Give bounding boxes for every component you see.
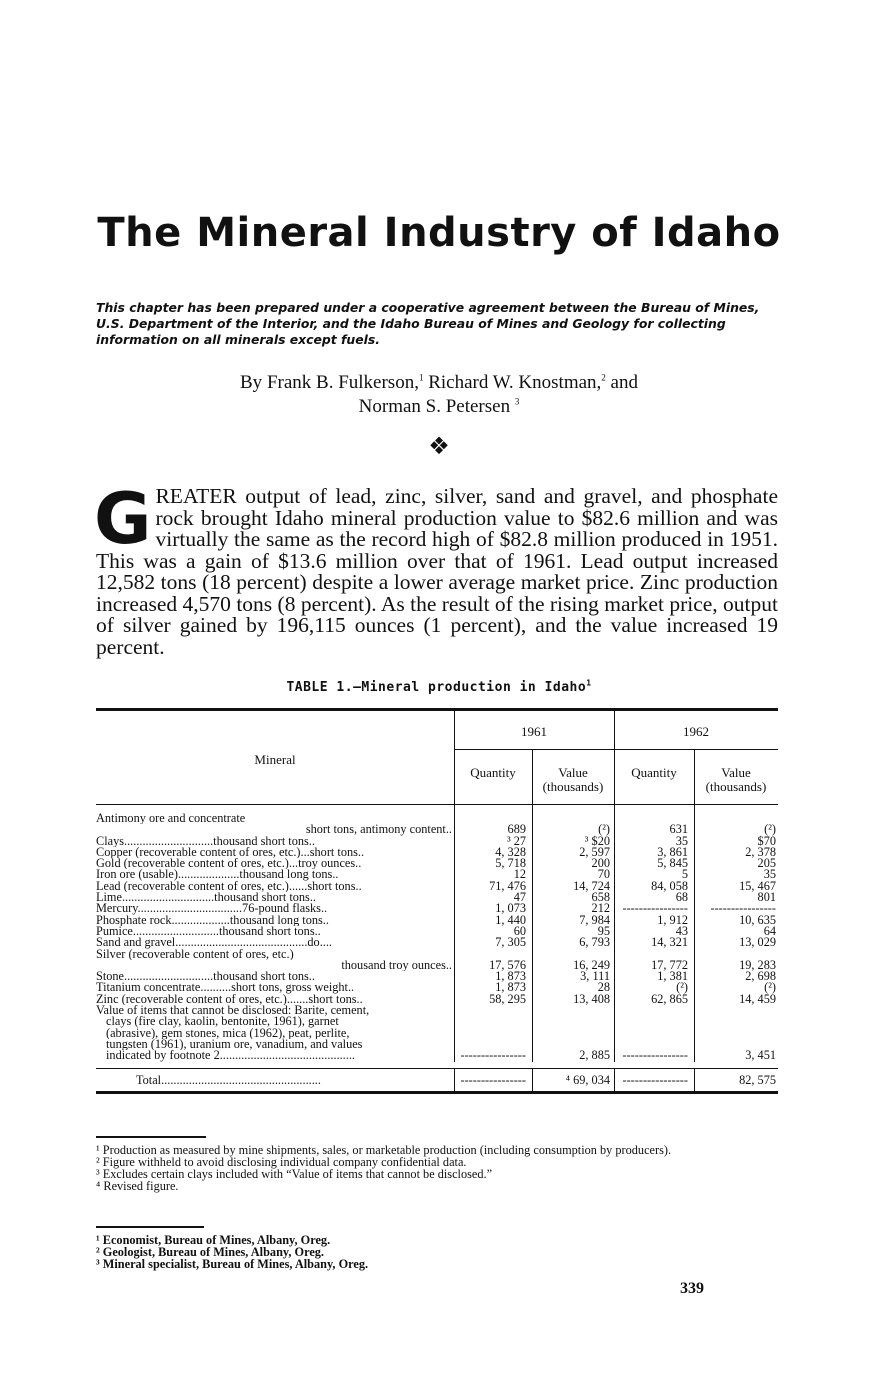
cell-q62: 43: [675, 923, 688, 938]
cell-q61: 689: [507, 822, 526, 837]
intro-note: This chapter has been prepared under a cooperative agreement between the Bureau of Mines, U.S. Department of the Interior, and the Idaho Bureau of Mines and Geology for collecting information on all minerals except fuels.: [96, 300, 760, 347]
col-mineral: Mineral: [254, 752, 296, 767]
cell-q62: 17, 772: [651, 957, 688, 972]
row-label: indicated by footnote 2............................................: [106, 1050, 355, 1062]
mineral-production-table: [96, 708, 778, 1094]
cell-v61: ³ $20: [584, 833, 610, 848]
cell-v61: (²): [598, 822, 610, 837]
lead-text: REATER output of lead, zinc, silver, sand and gravel, and phosphate rock brought Idaho mineral production value to $82.6 million and was virtually the same as the record high of $82.8 million produced in 1951. This was a gain of $13.6 million over that of 1961. Lead output increased 12,582 tons (18 percent) despite a lower average market price. Zinc production increased 4,570 tons (8 percent). As the result of the rising market price, output of silver gained by 196,115 ounces (1 percent), and the value increased 19 percent.: [96, 484, 778, 659]
cell-v62: 10, 635: [739, 912, 776, 927]
cell-q62: 3, 861: [657, 844, 688, 859]
cell-v62: 3, 451: [745, 1048, 776, 1063]
cell-q61: 1, 873: [495, 969, 526, 984]
author-2: Richard W. Knostman,: [428, 372, 602, 393]
table-footnote: ² Figure withheld to avoid disclosing individual company confidential data.: [96, 1155, 467, 1169]
cell-v62: 205: [757, 856, 776, 871]
table-header: [96, 708, 778, 805]
lead-paragraph: [94, 478, 778, 659]
cell-q61: 5, 718: [495, 856, 526, 871]
authors-line-2: [0, 396, 878, 418]
col-quantity-1961: Quantity: [470, 765, 516, 780]
row-label: Sand and gravel...........................................do....: [96, 937, 333, 949]
cell-v62: $70: [757, 833, 776, 848]
cell-v61: 14, 724: [573, 878, 610, 893]
cell-q62: 5, 845: [657, 856, 688, 871]
cell-q62: 1, 381: [657, 969, 688, 984]
cell-v62: 2, 378: [745, 844, 776, 859]
cell-v61: 2, 885: [579, 1048, 610, 1063]
cell-q62: 631: [669, 822, 688, 837]
cell-v61: 95: [597, 923, 610, 938]
col-value-1961: [532, 766, 614, 794]
cell-q62: 14, 321: [651, 935, 688, 950]
col-value-1962: [694, 766, 778, 794]
cell-q61: 4, 328: [495, 844, 526, 859]
col-value-unit: (thousands): [542, 779, 604, 794]
page-number: 339: [680, 1280, 704, 1297]
table-row: [96, 858, 778, 869]
table-row: [96, 1028, 778, 1039]
author-footnote: ³ Mineral specialist, Bureau of Mines, Albany, Oreg.: [96, 1257, 369, 1271]
cell-q61: 17, 576: [489, 957, 526, 972]
row-label: Clays.............................thousand short tons..: [96, 835, 315, 847]
cell-q61: 58, 295: [489, 991, 526, 1006]
row-label: Stone.............................thousand short tons..: [96, 971, 315, 983]
cell-q61: 1, 440: [495, 912, 526, 927]
cell-v61: 2, 597: [579, 844, 610, 859]
row-label: Titanium concentrate..........short tons, gross weight..: [96, 982, 355, 994]
cell-v62: 64: [763, 923, 776, 938]
cell-q62: 62, 865: [651, 991, 688, 1006]
table-caption-ref: 1: [586, 678, 592, 688]
cell-q62: ----------------: [622, 1048, 688, 1063]
author-2-ref: 2: [601, 372, 606, 383]
table-row: [96, 1016, 778, 1027]
cell-v61: 200: [591, 856, 610, 871]
row-label: Mercury..................................76-pound flasks..: [96, 903, 328, 915]
row-label: Antimony ore and concentrate: [96, 813, 246, 825]
cell-q61: 1, 873: [495, 980, 526, 995]
page-title: The Mineral Industry of Idaho: [97, 210, 781, 256]
cell-v62: (²): [764, 980, 776, 995]
and-label: and: [610, 372, 638, 393]
cell-v62: 35: [763, 867, 776, 882]
cell-q62: 84, 058: [651, 878, 688, 893]
author-footnote: ¹ Economist, Bureau of Mines, Albany, Oreg.: [96, 1233, 331, 1247]
total-row: [96, 1068, 778, 1094]
cell-v62: ----------------: [710, 901, 776, 916]
cell-q62: 1, 912: [657, 912, 688, 927]
cell-v61: 7, 984: [579, 912, 610, 927]
cell-q61: 71, 476: [489, 878, 526, 893]
cell-v62: (²): [764, 822, 776, 837]
row-label: Lead (recoverable content of ores, etc.)......short tons..: [96, 880, 362, 893]
author-footnotes: [96, 1226, 778, 1270]
total-quantity-1961: ----------------: [460, 1072, 526, 1087]
cell-v62: 2, 698: [745, 969, 776, 984]
cell-v62: 14, 459: [739, 991, 776, 1006]
cell-q61: 1, 073: [495, 901, 526, 916]
cell-q61: ----------------: [460, 1048, 526, 1063]
table-footnote: ³ Excludes certain clays included with “Value of items that cannot be disclosed.”: [96, 1167, 493, 1181]
cell-v62: 13, 029: [739, 935, 776, 950]
cell-q61: 60: [513, 923, 526, 938]
authors-line-1: [0, 372, 878, 394]
table-row: [96, 937, 778, 948]
row-label: Value of items that cannot be disclosed: Barite, cement,: [96, 1005, 370, 1017]
col-year-1962: 1962: [683, 724, 709, 739]
cell-v61: 70: [597, 867, 610, 882]
author-1-ref: 1: [418, 372, 424, 383]
cell-q62: ----------------: [622, 901, 688, 916]
total-label: Total....................................................: [136, 1072, 321, 1087]
cell-v62: 801: [757, 890, 776, 905]
row-label: Iron ore (usable)....................thousand long tons..: [96, 869, 339, 881]
cell-v62: 19, 283: [739, 957, 776, 972]
row-label: Phosphate rock...................thousand long tons..: [96, 914, 329, 926]
table-row: [96, 1005, 778, 1016]
author-footnote: ² Geologist, Bureau of Mines, Albany, Oreg.: [96, 1245, 325, 1259]
table-footnote: ⁴ Revised figure.: [96, 1179, 179, 1193]
cell-q62: 68: [675, 890, 688, 905]
cell-q62: (²): [676, 980, 688, 995]
cell-v61: 16, 249: [573, 957, 610, 972]
table-caption-text: TABLE 1.—Mineral production in Idaho: [286, 680, 587, 695]
table-row: [96, 991, 778, 1006]
cell-v61: 658: [591, 890, 610, 905]
table-footnote: ¹ Production as measured by mine shipments, sales, or marketable production (including consumption by producers).: [96, 1143, 672, 1157]
cell-v61: 3, 111: [580, 969, 610, 984]
cell-v61: 212: [591, 901, 610, 916]
row-label: clays (fire clay, kaolin, bentonite, 1961), garnet: [106, 1016, 339, 1028]
row-label: Zinc (recoverable content of ores, etc.).......short tons..: [96, 993, 363, 1006]
row-label: Lime..............................thousand short tons..: [96, 892, 316, 904]
total-value-1961: ⁴ 69, 034: [565, 1072, 610, 1087]
drop-cap: G: [94, 478, 152, 560]
row-label: tungsten (1961), uranium ore, vanadium, and values: [106, 1038, 363, 1051]
col-value-label: Value: [558, 765, 588, 780]
cell-q61: 7, 305: [495, 935, 526, 950]
cell-q61: ³ 27: [506, 833, 526, 848]
row-label: (abrasive), gem stones, mica (1962), peat, perlite,: [106, 1027, 350, 1039]
row-label: Pumice............................thousand short tons..: [96, 925, 321, 938]
cell-q61: 12: [513, 867, 526, 882]
col-year-1961: 1961: [521, 724, 547, 739]
row-label: Gold (recoverable content of ores, etc.)...troy ounces..: [96, 858, 362, 870]
ornament-icon: ❖: [428, 432, 450, 460]
table-row: [96, 1050, 778, 1061]
total-value-1962: 82, 575: [739, 1072, 776, 1087]
col-value-unit: (thousands): [705, 779, 767, 794]
row-label: Silver (recoverable content of ores, etc.): [96, 948, 294, 960]
author-3: Norman S. Petersen: [358, 396, 511, 417]
col-quantity-1962: Quantity: [631, 765, 677, 780]
cell-v61: 13, 408: [573, 991, 610, 1006]
author-3-ref: 3: [514, 396, 520, 407]
cell-v62: 15, 467: [739, 878, 776, 893]
row-label: Copper (recoverable content of ores, etc.)...short tons..: [96, 846, 365, 859]
cell-q62: 5: [681, 867, 688, 882]
cell-q62: 35: [675, 833, 688, 848]
table-body: [96, 805, 778, 1062]
total-quantity-1962: ----------------: [622, 1072, 688, 1087]
by-label: By: [240, 372, 263, 393]
table-caption: [0, 680, 878, 695]
cell-q61: 47: [513, 890, 526, 905]
table-footnotes: [96, 1136, 778, 1192]
row-label: thousand troy ounces..: [341, 959, 452, 972]
cell-v61: 28: [597, 980, 610, 995]
row-label: short tons, antimony content..: [305, 824, 452, 836]
col-value-label: Value: [721, 765, 751, 780]
cell-v61: 6, 793: [579, 935, 610, 950]
author-1: Frank B. Fulkerson,: [266, 372, 419, 393]
